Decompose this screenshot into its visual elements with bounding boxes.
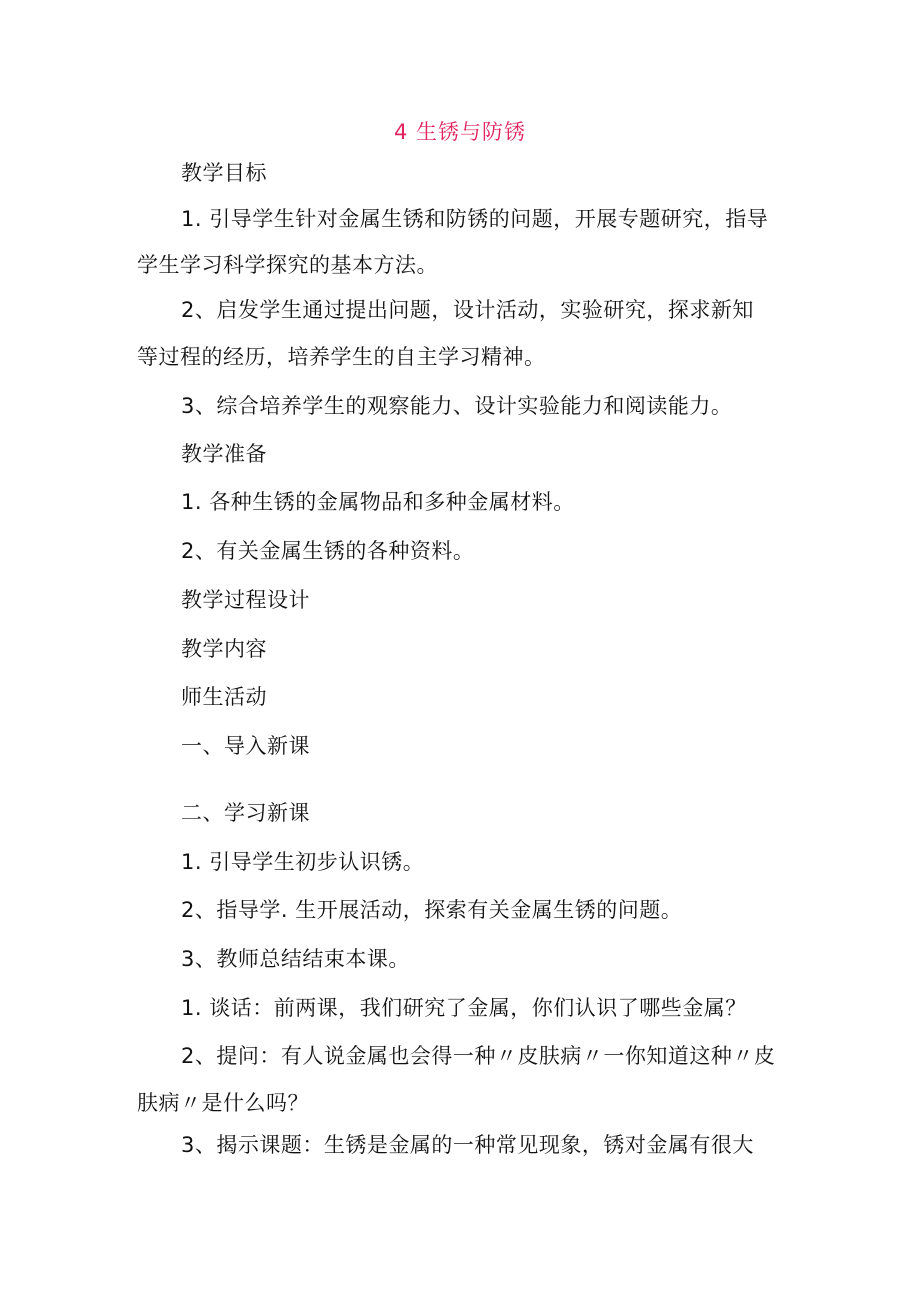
label-teaching-content: 教学内容 xyxy=(181,637,267,661)
step-introduction: 一、导入新课 xyxy=(181,734,310,758)
label-teacher-student-activity: 师生活动 xyxy=(181,685,267,709)
new-lesson-item-2: 2、指导学. 生开展活动，探索有关金属生锈的问题。 xyxy=(181,898,683,922)
objective-2-line-2: 等过程的经历，培养学生的自主学习精神。 xyxy=(137,345,546,369)
objective-1-line-2: 学生学习科学探究的基本方法。 xyxy=(137,253,438,277)
document-title: 4 生锈与防锈 xyxy=(393,120,527,144)
activity-3: 3、揭示课题：生锈是金属的一种常见现象，锈对金属有很大 xyxy=(181,1133,754,1157)
step-new-lesson: 二、学习新课 xyxy=(181,801,310,825)
activity-2-line-2: 肤病〃是什么吗？ xyxy=(137,1091,309,1115)
objective-3: 3、综合培养学生的观察能力、设计实验能力和阅读能力。 xyxy=(181,394,733,418)
activity-2-line-1: 2、提问：有人说金属也会得一种〃皮肤病〃一你知道这种〃皮 xyxy=(181,1044,776,1068)
activity-1: 1. 谈话：前两课，我们研究了金属，你们认识了哪些金属？ xyxy=(181,996,747,1020)
section-heading-preparation: 教学准备 xyxy=(181,442,267,466)
new-lesson-item-1: 1. 引导学生初步认识锈。 xyxy=(181,850,425,874)
objective-1-line-1: 1. 引导学生针对金属生锈和防锈的问题，开展专题研究，指导 xyxy=(181,207,769,231)
new-lesson-item-3: 3、教师总结结束本课。 xyxy=(181,947,410,971)
section-heading-process: 教学过程设计 xyxy=(181,588,310,612)
preparation-1: 1. 各种生锈的金属物品和多种金属材料。 xyxy=(181,490,575,514)
objective-2-line-1: 2、启发学生通过提出问题，设计活动，实验研究，探求新知 xyxy=(181,298,754,322)
section-heading-objectives: 教学目标 xyxy=(181,161,267,185)
preparation-2: 2、有关金属生锈的各种资料。 xyxy=(181,539,475,563)
